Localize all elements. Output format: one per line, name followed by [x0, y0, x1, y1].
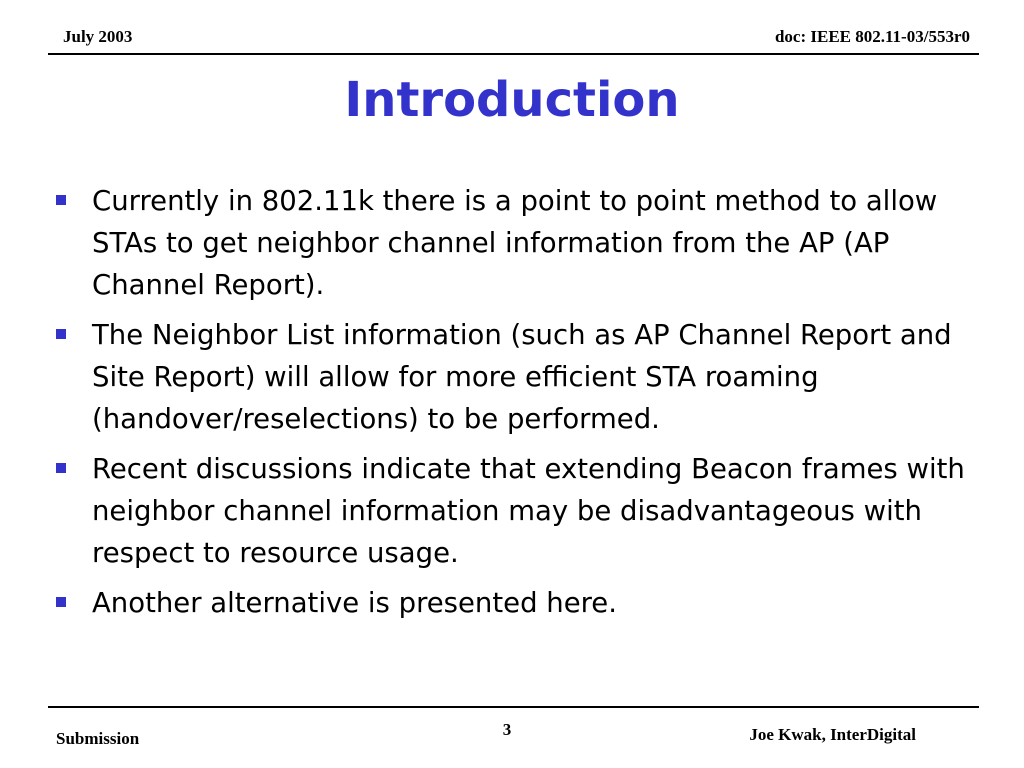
bullet-text: Recent discussions indicate that extending Beacon frames with neighbor channel information may be disadvantageous with respect to resource usage. [92, 453, 965, 569]
bullet-item [54, 180, 984, 306]
footer-divider [48, 706, 979, 708]
bullet-item [54, 448, 984, 574]
header-divider [48, 53, 979, 55]
footer-author: Joe Kwak, InterDigital [749, 725, 916, 744]
square-bullet-icon [56, 463, 66, 473]
slide-title: Introduction [344, 72, 680, 128]
square-bullet-icon [56, 329, 66, 339]
bullet-item [54, 582, 984, 624]
header-doc-id: doc: IEEE 802.11-03/553r0 [774, 27, 970, 46]
bullet-text: Another alternative is presented here. [92, 587, 617, 619]
footer-submission: Submission [56, 729, 140, 748]
bullet-text: The Neighbor List information (such as AP Channel Report and Site Report) will allow for more efficient STA roaming (handover/reselections) to be performed. [92, 319, 952, 435]
header-date: July 2003 [63, 27, 133, 46]
bullet-item [54, 314, 984, 440]
bullet-list [54, 180, 984, 632]
square-bullet-icon [56, 195, 66, 205]
square-bullet-icon [56, 597, 66, 607]
page-number: 3 [502, 720, 512, 739]
bullet-text: Currently in 802.11k there is a point to point method to allow STAs to get neighbor channel information from the AP (AP Channel Report). [92, 185, 938, 301]
